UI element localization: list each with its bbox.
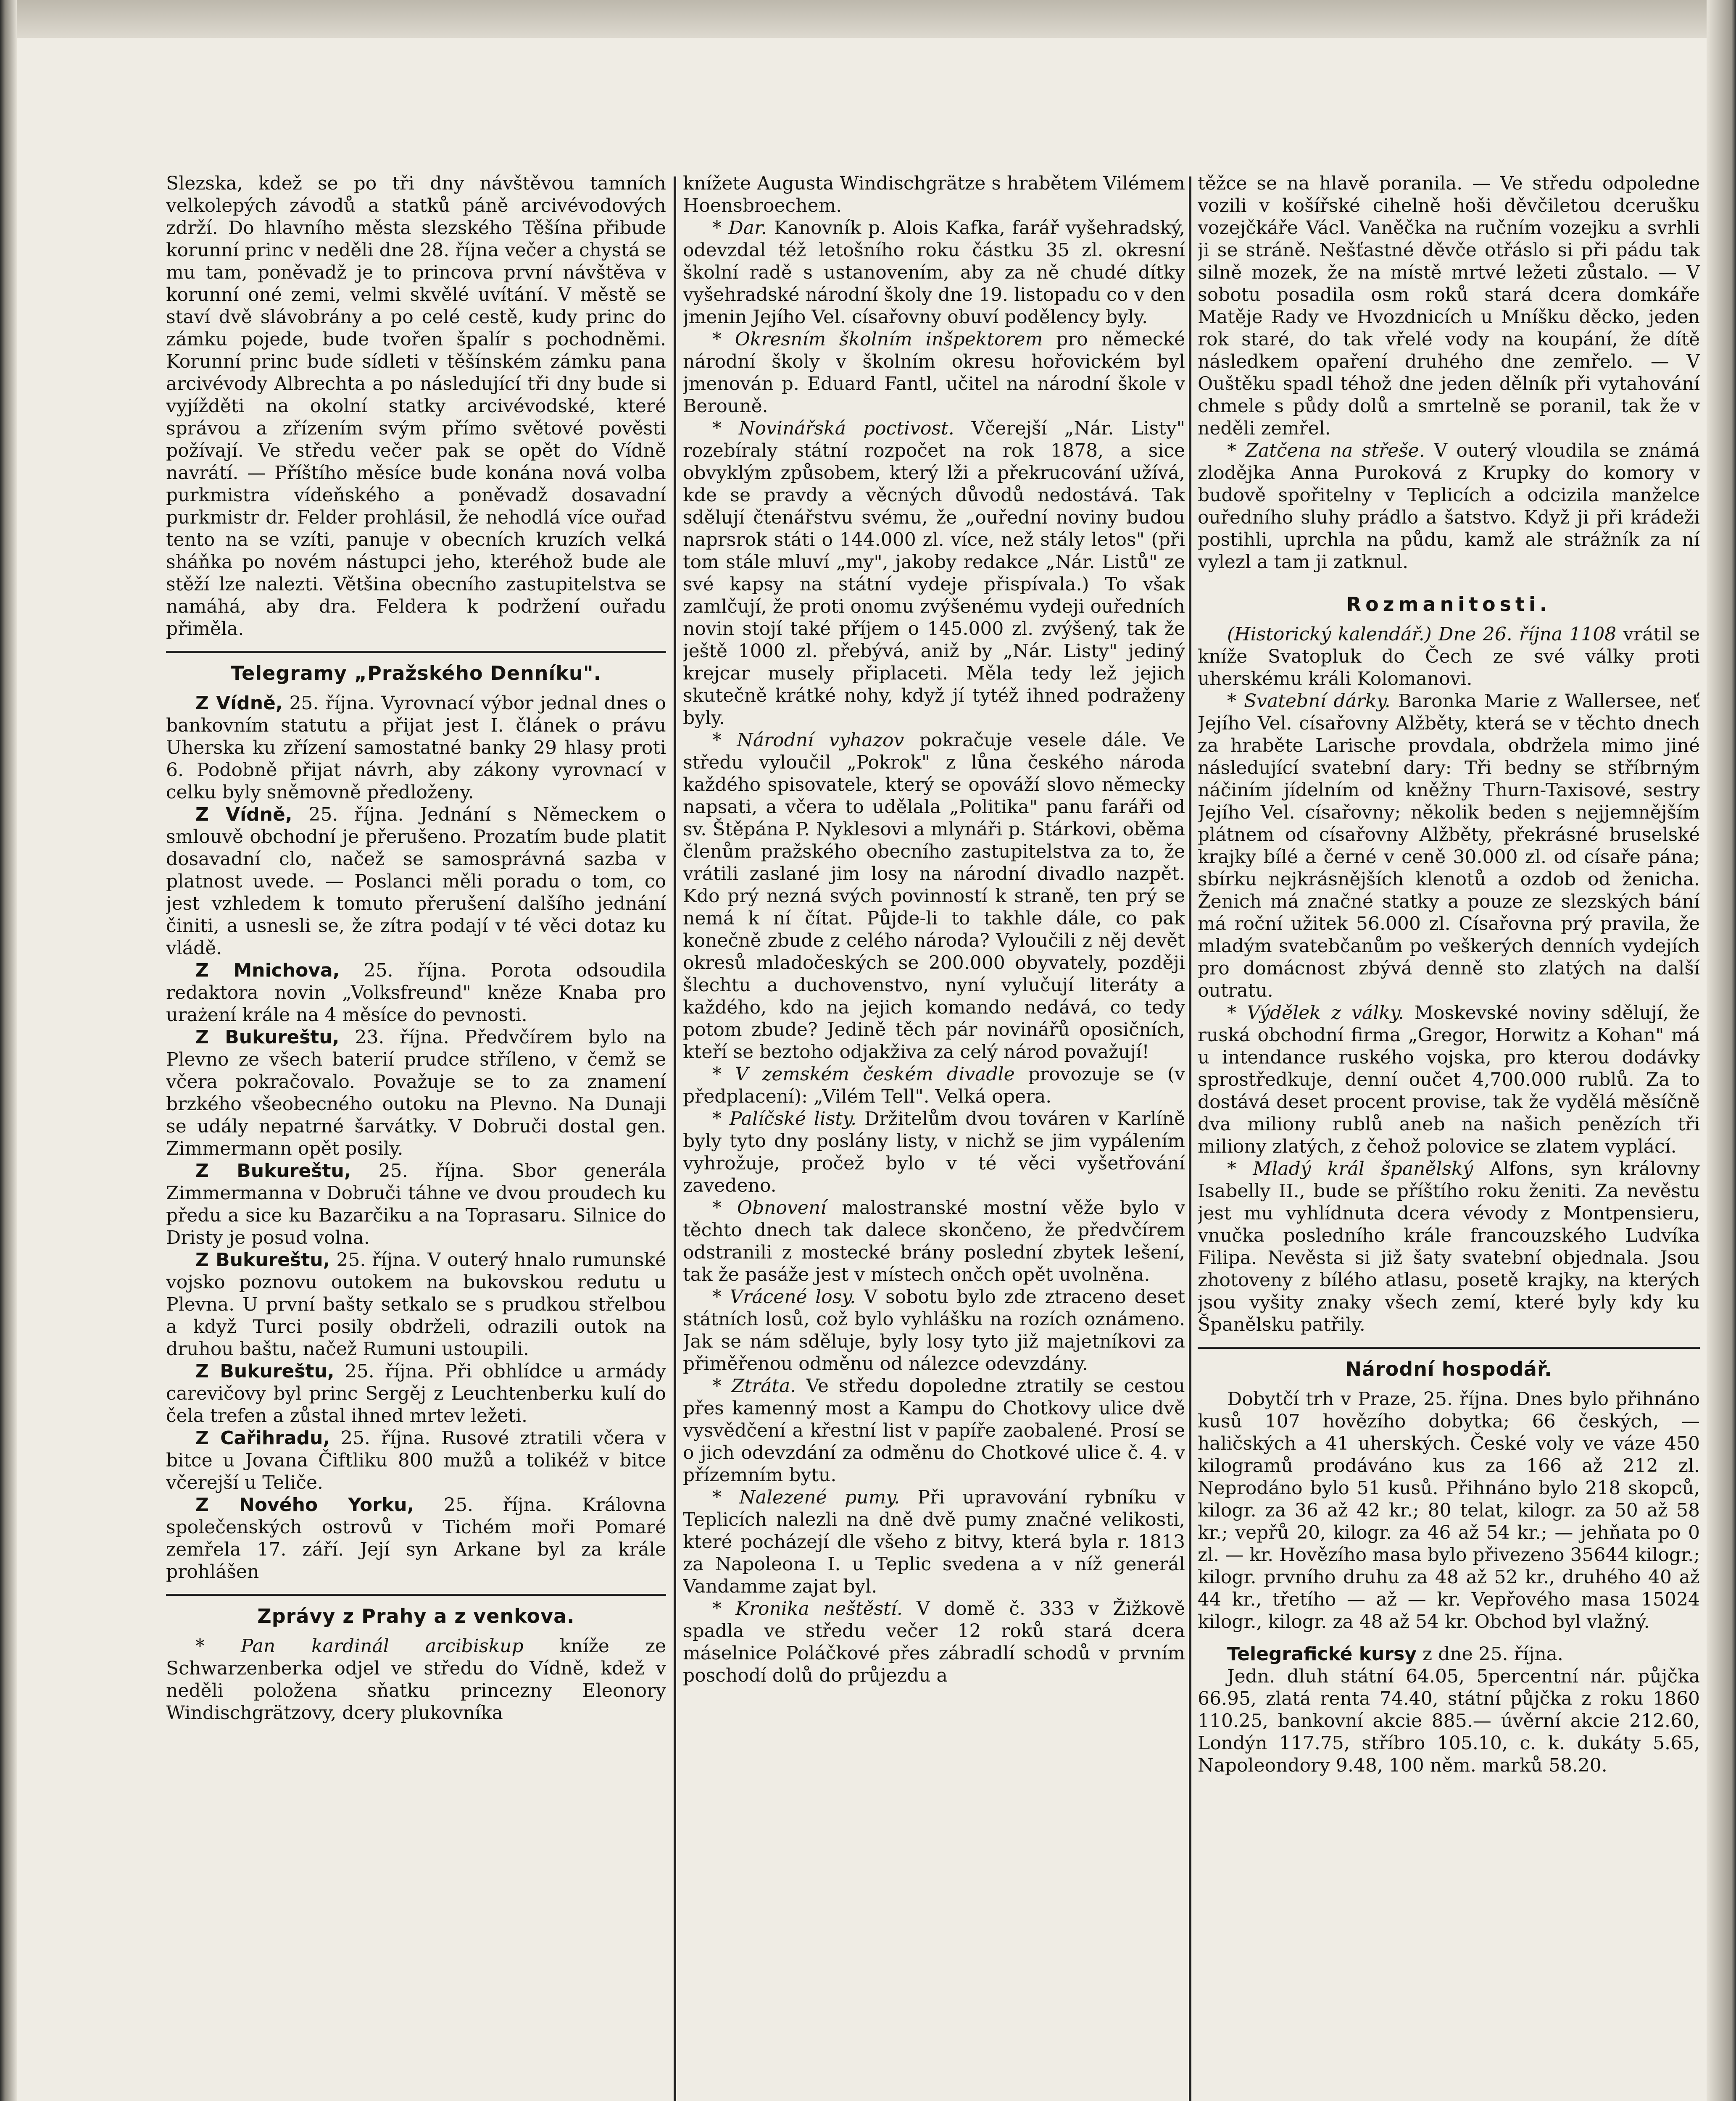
miscellany-item: * Mladý král španělský Alfons, syn královny Isabelly II., bude se příštího roku ženiti. Za nevěstu jest mu vyhlídnuta dcera vévody z Montpensieru, vnučka posledního krále francouzského Ludvíka Filipa. Nevěsta si již šaty svatební objednala. Jsou zhotoveny z bílého atlasu, posetě krajky, na kterých jsou vyšity znaky všech zemí, které byly kdy ku Španělsku patřily. [1198,1158,1700,1335]
news-item: * Národní vyhazov pokračuje vesele dále. Ve středu vyloučil „Pokrok" z lůna českého národa každého spisovatele, který se opováží slovo německy napsati, a včera to udělala „Politika" panu faráři od sv. Štěpána P. Nyklesovi a mlynáři p. Stárkovi, oběma členům pražského obecního zastupitelstva za to, že vrátili zaslané jim losy na národní divadlo nazpět. Kdo prý nezná svých povinností k straně, ten prý se nemá k ní čítat. Půjde-li to takhle dále, co pak konečně zbude z celého národa? Vyloučili z něj devět okresů mladočeských se 200.000 obyvately, později šlechtu a duchovenstvo, nyní vylučují literáty a každého, kdo na jejich komando nedává, co tedy potom zbude? Jedině těch pár novinářů oposičních, kteří se beztoho odjakživa za celý národ považují! [683,729,1185,1063]
news-item: * Okresním školním inšpektorem pro německé národní školy v školním okresu hořovickém byl jmenován p. Eduard Fantl, učitel na národní škole v Berouně. [683,329,1185,417]
news-item: * Pan kardinál arcibiskup kníže ze Schwarzenberka odjel ve středu do Vídně, kdež v neděli položena sňatku princezny Eleonory Windischgrätzovy, dcery plukovníka [166,1635,666,1724]
news-item: * Ztráta. Ve středu dopoledne ztratily se cestou přes kamenný most a Kampu do Chotkovy ulice dvě vysvědčení a křestní list v papíře zaobalené. Prosí se o jich odevzdání za odměnu do Chotkové ulice č. 4. v přízemním bytu. [683,1375,1185,1486]
news-item: * V zemském českém divadle provozuje se (v předplacení): „Vilém Tell". Velká opera. [683,1064,1185,1107]
news-item: * Palíčské listy. Držitelům dvou továren v Karlíně byly tyto dny poslány listy, v nichž se jim vypálením vyhrožuje, pročež bylo v té věci vyšetřování zavedeno. [683,1108,1185,1196]
section-heading-news: Zprávy z Prahy a z venkova. [166,1594,666,1627]
telegram-item: Z Bukureštu, 25. října. V outerý hnalo rumunské vojsko poznovu outokem na bukovskou redutu u Plevna. U první bašty setkalo se s prudkou střelbou a když Turci posily obdrželi, odrazili outok na druhou baštu, načež Rumuni ustoupili. [166,1249,666,1360]
telegram-item: Z Mnichova, 25. října. Porota odsoudila redaktora novin „Volksfreund" kněze Knaba pro urażení krále na 4 měsíce do pevnosti. [166,960,666,1026]
section-heading-economy: Národní hospodář. [1198,1347,1700,1380]
exchange-rates-text: Jedn. dluh státní 64.05, 5percentní nár. půjčka 66.95, zlatá renta 74.40, státní půjčka z roku 1860 110.25, bankovní akcie 885.— úvěrní akcie 212.60, Londýn 117.75, stříbro 105.10, c. k. dukáty 5.65, Napoleondory 9.48, 100 něm. marků 58.20. [1198,1666,1700,1776]
miscellany-item: (Historický kalendář.) Dne 26. října 1108 vrátil se kníže Svatopluk do Čech ze své války proti uherskému králi Kolomanovi. [1198,624,1700,690]
news-item: * Vrácené losy. V sobotu bylo zde ztraceno deset státních losů, což bylo vyhlášku na rozích oznámeno. Jak se nám sděluje, byly losy tyto již majetníkovi za přiměřenou odměnu od nálezce odevzdány. [683,1286,1185,1374]
news-item: * Novinářská poctivost. Včerejší „Nár. Listy" rozebíraly státní rozpočet na rok 1878, a sice obvyklým způsobem, který lži a překrucování užívá, kde se pravdy a věcných důvodů nedostává. Tak sdělují čtenářstvu svému, že „ouřední noviny budou naprsrok státi o 144.000 zl. více, než stály letos" (při tom stále mluví „my", jakoby redakce „Nár. Listů" ze své kapsy na státní vydeje přispívala.) To však zamlčují, že proti onomu zvýšenému vydeji ouředních novin stojí také příjem o 145.000 zl. zvýšený, tak že ještě 1000 zl. přebývá, aniž by „Nár. Listy" jediný krejcar musely připlaceti. Měla tedy lež jejich skutečně krátké nohy, když jí tytéž ihned podraženy byly. [683,418,1185,729]
column-2 [683,172,1185,2101]
scan-left-edge [0,0,17,2101]
news-item-continued: těžce se na hlavě poranila. — Ve středu odpoledne vozili v košířské cihelně hoši děvčiletou dcerušku vozejčkáře Václ. Vaněčka na ručním vozejku a svrhli ji se stráně. Nešťastné děvče otřáslo si při pádu tak silně mozek, že na místě mrtvé ležeti zůstalo. — V sobotu posadila osm roků stará dcera domkáře Matěje Rady ve Hvozdnicích u Mníšku děcko, jeden rok staré, do tak vřelé vody na koupání, že dítě následkem opaření druhého dne zemřelo. — V Ouštěku spadl téhož dne jeden dělník při vytahování chmele s půdy dolů a smrtelně se poranil, tak že v neděli zemřel. [1198,173,1700,439]
telegram-item: Z Bukureštu, 25. října. Sbor generála Zimmermanna v Dobruči táhne ve dvou proudech ku předu a sice ku Bazarčiku a na Toprasaru. Silnice do Dristy je posud volna. [166,1160,666,1248]
telegram-item: Z Vídně, 25. října. Vyrovnací výbor jednal dnes o bankovním statutu a přijat jest I. článek o právu Uherska ku zřízení samostatné banky 29 hlasy proti 6. Podobně přijat návrh, aby zákony vyrovnací v celku byly sněmovně předloženy. [166,692,666,803]
news-item: * Dar. Kanovník p. Alois Kafka, farář vyšehradský, odevzdal též letošního roku částku 35 zl. okresní školní radě s ustanovením, aby za ně chudé dítky vyšehradské národní školy dne 19. listopadu co v den jmenin Jejího Vel. císařovny obuví podělency byly. [683,217,1185,328]
news-item: * Obnovení malostranské mostní věže bylo v těchto dnech tak dalece skončeno, že předvčírem odstranili z mostecké brány poslední zbytek lešení, tak že pasáže jest v místech ončch opět uvolněna. [683,1197,1185,1285]
news-item: * Nalezené pumy. Při upravování rybníku v Teplicích nalezli na dně dvě pumy značné velikosti, které pocházejí dle všeho z bitvy, která byla r. 1813 za Napoleona I. u Teplic svedena a v níž generál Vandamme zajat byl. [683,1487,1185,1597]
section-heading-miscellany: Rozmanitosti. [1346,593,1552,616]
telegram-item: Z Bukureštu, 23. října. Předvčírem bylo na Plevno ze všech baterií prudce stříleno, v čemž se včera pokračovalo. Považuje se to za znamení brzkého všeobecného outoku na Plevno. Na Dunaji se udály nepatrné šarvátky. V Dobruči dostal gen. Zimmermann opět posily. [166,1027,666,1159]
telegram-item: Z Bukureštu, 25. října. Při obhlídce u armády carevičovy byl princ Sergěj z Leuchtenberku kulí do čela trefen a zůstal ihned mrtev ležeti. [166,1361,666,1427]
scan-top-band [0,0,1736,38]
paragraph-continued: Slezska, kdež se po tři dny návštěvou tamních velkolepých závodů a statků páně arcivévodových zdrží. Do hlavního města slezského Těšína přibude korunní princ v neděli dne 28. října večer a chystá se mu tam, poněvadž je to princova první návštěva v korunní oné zemi, velmi skvělé uvítání. V městě se staví dvě slávobrány a po celé cestě, kudy princ do zámku pojede, bude tvořen špalír s pochodněmi. Korunní princ bude sídleti v těšínském zámku pana arcivévody Albrechta a po následující tři dny bude si vyjížděti na okolní statky arcivévodské, které správou a zřízením svým přímo světové pověsti požívají. Ve středu večer pak se opět do Vídně navrátí. — Příštího měsíce bude konána nová volba purkmistra vídeňského a poněvadž dosavadní purkmistr dr. Felder prohlásil, že nehodlá více ouřad tento na se vzíti, panuje v obecních kruzích velká sháňka po novém nástupci jeho, kteréhož bude ale stěží lze nalezti. Většina obecního zastupitelstva se namáhá, aby dra. Feldera k podržení ouřadu přiměla. [166,173,666,640]
news-item: * Kronika neštěstí. V domě č. 333 v Žižkově spadla ve středu večer 12 roků stará dcera máselnice Poláčkové přes zábradlí schodů v prvním poschodí dolů do průjezdu a [683,1598,1185,1686]
column-1 [166,172,666,2101]
column-divider [674,176,676,2101]
telegram-item: Z Nového Yorku, 25. října. Královna společenských ostrovů v Tichém moři Pomaré zemřela 17. září. Její syn Arkane byl za krále prohlášen [166,1494,666,1582]
column-divider [1189,176,1191,2101]
scan-right-edge [1707,0,1736,2101]
miscellany-item: * Výdělek z války. Moskevské noviny sdělují, že ruská obchodní firma „Gregor, Horwitz a Kohan" má u intendance ruského vojska, pro kterou dodávky sprostředkuje, denní oučet 4,700.000 rublů. Za to dostává deset procent provise, tak že vydělá měsíčně dva miliony rublů aneb na našich penězích tři miliony zlatých, z čehož polovice se zlatem vyplácí. [1198,1002,1700,1157]
telegram-item: Z Cařihradu, 25. října. Rusové ztratili včera v bitce u Jovana Čiftliku 800 mužů a tolikéž v bitce včerejší u Teliče. [166,1427,666,1493]
section-heading-telegrams: Telegramy „Pražského Denníku". [166,651,666,685]
cattle-market-report: Dobytčí trh v Praze, 25. října. Dnes bylo přihnáno kusů 107 hovězího dobytka; 66 českých, — haličských a 41 uherských. České voly ve váze 450 kilogramů prodáváno kus za 166 až 212 zl. Neprodáno bylo 51 kusů. Přihnáno bylo 218 skopců, kilogr. za 36 až 42 kr.; 80 telat, kilogr. za 50 až 58 kr.; vepřů 20, kilogr. za 46 až 54 kr.; — jehňata po 0 zl. — kr. Hovězího masa bylo přivezeno 35644 kilogr.; kilogr. prvního druhu za 48 až 52 kr., druhého 40 až 44 kr., třetího — až — kr. Vepřového masa 15024 kilogr., kilogr. za 48 až 54 kr. Obchod byl vlažný. [1198,1388,1700,1632]
column-3 [1198,172,1700,2101]
telegram-item: Z Vídně, 25. října. Jednání s Německem o smlouvě obchodní je přerušeno. Prozatím bude platit dosavadní clo, načež se samosprávná sazba v platnost uvede. — Poslanci měli poradu o tom, co jest vzhledem k tomuto přerušení dalšího jednání činiti, a usnesli se, že zítra podají v té věci dotaz ku vládě. [166,804,666,959]
news-item: * Zatčena na střeše. V outerý vloudila se známá zlodějka Anna Puroková z Krupky do komory v budově spořitelny v Teplicích a odcizila manželce ouředního sluhy prádlo a šatstvo. Když ji při krádeži postihli, uprchla na půdu, kamž ale strážník za ní vylezl a tam ji zatknul. [1198,440,1700,573]
miscellany-item: * Svatební dárky. Baronka Marie z Wallersee, neť Jejího Vel. císařovny Alžběty, která se v těchto dnech za hraběte Larische provdala, obdržela mimo jiné následující svatební dary: Tři bedny se stříbrným náčiním jídelním od kněžny Thurn-Taxisové, sestry Jejího Vel. císařovny; několik beden s nejjemnějším plátnem od císařovny Alžběty, překrásné bruselské krajky bílé a černé v ceně 30.000 zl. od císaře pána; sbírku nejkrásnějších klenotů a ozdob od ženicha. Ženich má značné statky a pouze ze slezských bání má roční užitek 56.000 zl. Císařovna prý pravila, že mladým svatebčanům po veškerých denních vydejích pro domácnost zbývá denně sto zlatých na další outratu. [1198,690,1700,1001]
news-item: knížete Augusta Windischgrätze s hrabětem Vilémem Hoensbroechem. [683,173,1185,216]
exchange-rates: Telegrafické kursy z dne 25. října. [1227,1643,1563,1665]
